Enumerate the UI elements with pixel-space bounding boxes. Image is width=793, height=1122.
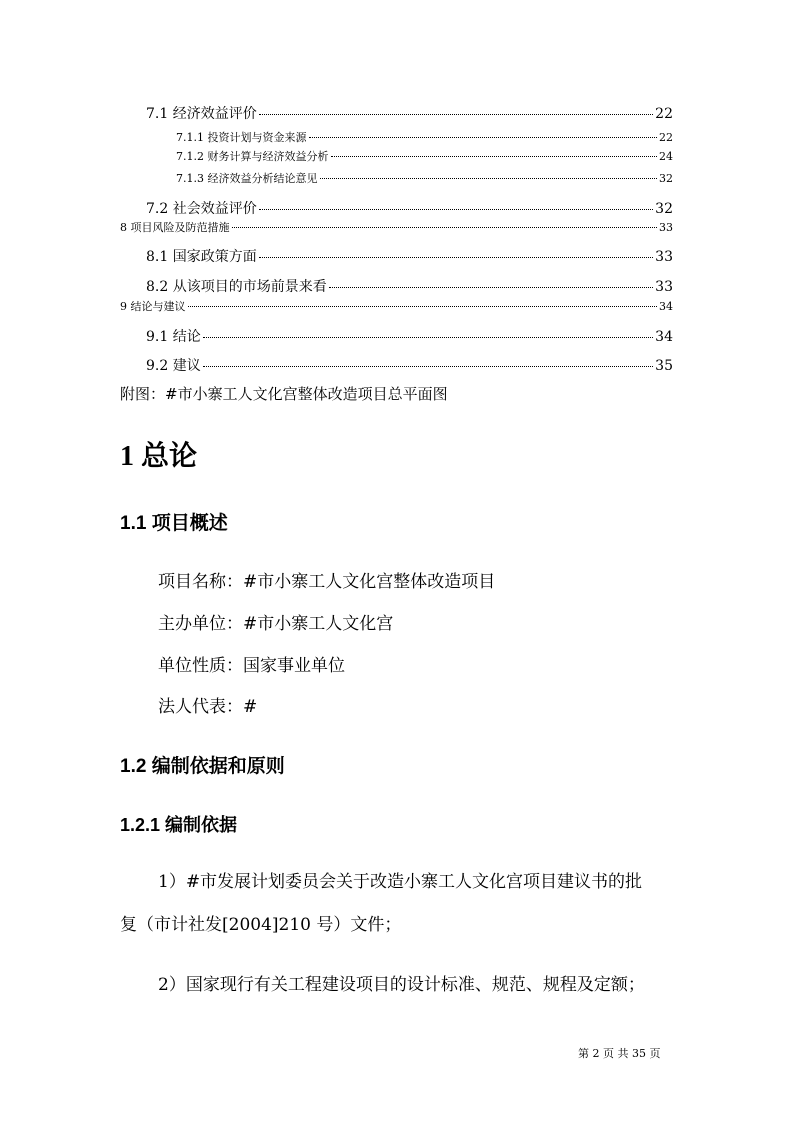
- toc-page-number: 24: [659, 150, 673, 163]
- toc-page-number: 34: [659, 300, 673, 313]
- subsection-heading: 1.2.1 编制依据: [120, 815, 238, 835]
- toc-entry[interactable]: [146, 103, 673, 123]
- toc-page-number: 32: [655, 201, 673, 217]
- page-footer: 第 2 页 共 35 页: [578, 1047, 661, 1060]
- toc-leader-dots: [203, 366, 653, 367]
- toc-label: 8.1 国家政策方面: [146, 249, 257, 265]
- toc-label: 8 项目风险及防范措施: [120, 221, 230, 234]
- overview-line: 项目名称：#市小寨工人文化宫整体改造项目: [158, 572, 496, 592]
- toc-page-number: 35: [655, 358, 673, 374]
- toc-page-number: 33: [655, 279, 673, 295]
- toc-label: 9.2 建议: [146, 358, 201, 374]
- toc-leader-dots: [309, 137, 658, 138]
- toc-label: 7.1.1 投资计划与资金来源: [176, 131, 307, 144]
- toc-label: 9 结论与建议: [120, 300, 186, 313]
- toc-entry[interactable]: [146, 355, 673, 375]
- appendix-entry: 附图：#市小寨工人文化宫整体改造项目总平面图: [120, 385, 448, 403]
- toc-page-number: 22: [659, 131, 673, 144]
- toc-page-number: 32: [659, 172, 673, 185]
- toc-label: 9.1 结论: [146, 329, 201, 345]
- toc-entry[interactable]: [146, 326, 673, 346]
- overview-line: 单位性质：国家事业单位: [158, 656, 345, 676]
- toc-page-number: 22: [655, 106, 673, 122]
- toc-leader-dots: [259, 114, 653, 115]
- toc-entry[interactable]: [146, 276, 673, 296]
- overview-line: 主办单位：#市小寨工人文化宫: [158, 614, 394, 634]
- overview-line: 法人代表：#: [158, 697, 258, 717]
- toc-entry[interactable]: [176, 129, 673, 145]
- toc-label: 8.2 从该项目的市场前景来看: [146, 279, 327, 295]
- section-heading: 1.2 编制依据和原则: [120, 756, 285, 777]
- toc-leader-dots: [232, 227, 658, 228]
- toc-leader-dots: [331, 156, 658, 157]
- section-heading: 1.1 项目概述: [120, 513, 228, 534]
- basis-line: 复（市计社发[2004]210 号）文件；: [120, 915, 402, 935]
- basis-line: 1）#市发展计划委员会关于改造小寨工人文化宫项目建议书的批: [158, 872, 643, 892]
- toc-leader-dots: [188, 306, 658, 307]
- toc-entry[interactable]: [146, 198, 673, 218]
- basis-line: 2）国家现行有关工程建设项目的设计标准、规范、规程及定额；: [158, 975, 645, 995]
- toc-leader-dots: [203, 337, 653, 338]
- chapter-heading: 1 总论: [120, 441, 198, 472]
- toc-page-number: 33: [659, 221, 673, 234]
- toc-page-number: 34: [655, 329, 673, 345]
- toc-entry[interactable]: [176, 170, 673, 186]
- toc-leader-dots: [320, 178, 658, 179]
- toc-entry[interactable]: [146, 246, 673, 266]
- toc-entry[interactable]: [120, 298, 673, 314]
- toc-label: 7.1 经济效益评价: [146, 106, 257, 122]
- toc-entry[interactable]: [120, 219, 673, 235]
- toc-label: 7.2 社会效益评价: [146, 201, 257, 217]
- toc-leader-dots: [259, 209, 653, 210]
- toc-label: 7.1.3 经济效益分析结论意见: [176, 172, 318, 185]
- toc-label: 7.1.2 财务计算与经济效益分析: [176, 150, 329, 163]
- toc-leader-dots: [259, 257, 653, 258]
- toc-entry[interactable]: [176, 148, 673, 164]
- toc-leader-dots: [329, 287, 653, 288]
- toc-page-number: 33: [655, 249, 673, 265]
